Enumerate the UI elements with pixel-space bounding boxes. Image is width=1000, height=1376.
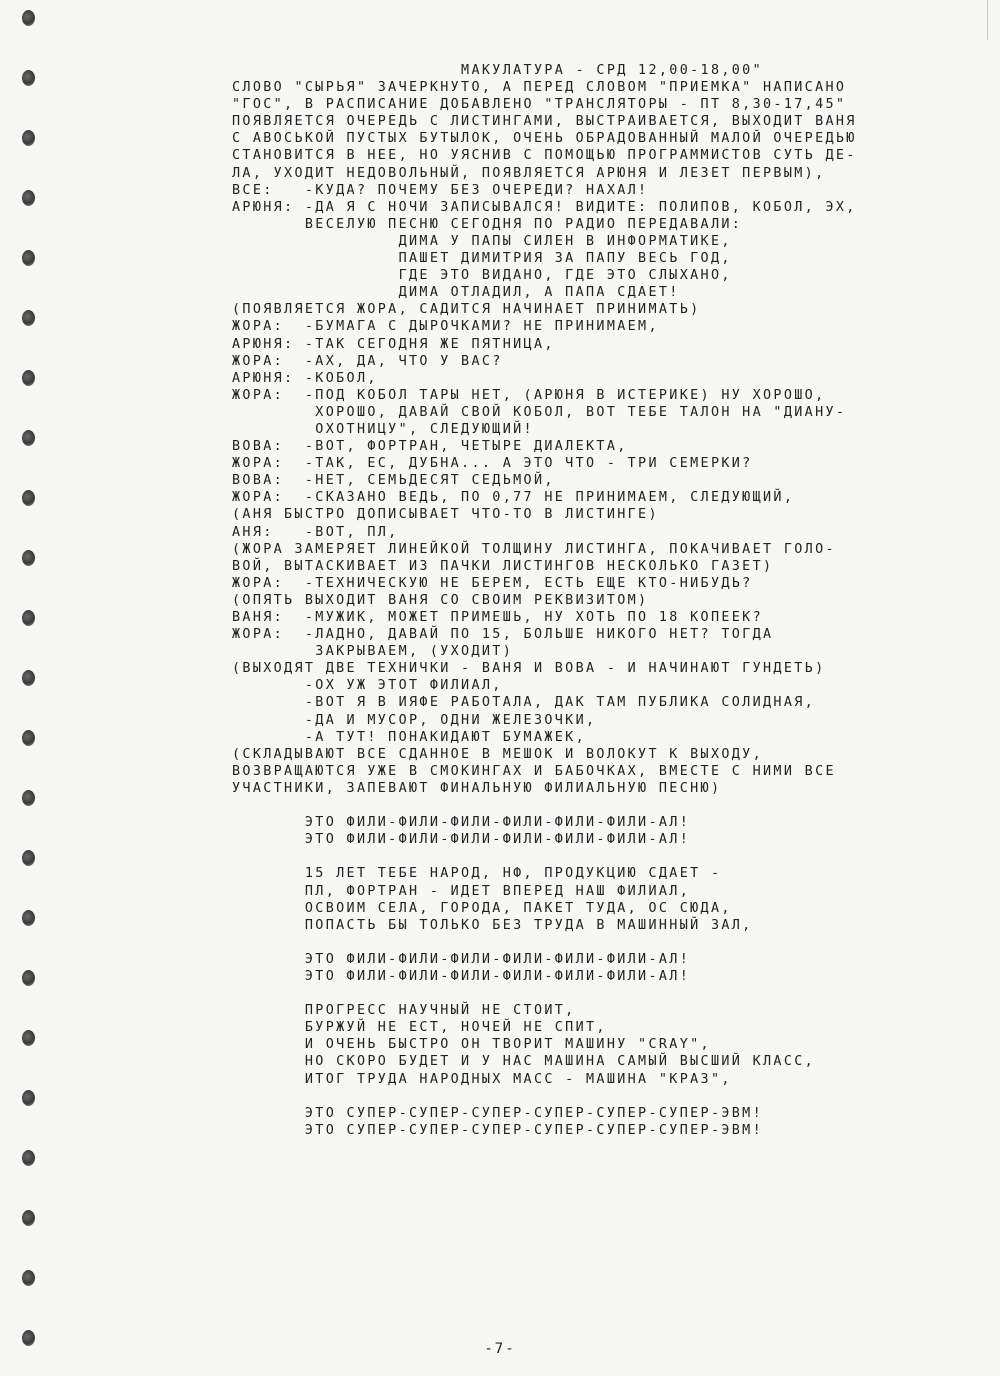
text-line: ЭТО ФИЛИ-ФИЛИ-ФИЛИ-ФИЛИ-ФИЛИ-ФИЛИ-АЛ! — [232, 968, 691, 984]
binder-hole — [22, 730, 35, 746]
text-line: ЖОРА: -ТАК, ЕС, ДУБНА... А ЭТО ЧТО - ТРИ СЕМЕРКИ? — [232, 456, 753, 472]
text-line — [232, 848, 952, 865]
text-line: СТАНОВИТСЯ В НЕЕ, НО УЯСНИВ С ПОМОЩЬЮ ПРОГРАММИСТОВ СУТЬ ДЕ- — [232, 148, 857, 164]
text-line: ПРОГРЕСС НАУЧНЫЙ НЕ СТОИТ, — [232, 1003, 576, 1019]
text-line: И ОЧЕНЬ БЫСТРО ОН ТВОРИТ МАШИНУ "CRAY", — [232, 1037, 711, 1053]
text-line: ОСВОИМ СЕЛА, ГОРОДА, ПАКЕТ ТУДА, ОС СЮДА, — [232, 900, 732, 916]
binder-hole — [22, 1210, 35, 1226]
text-line: (СКЛАДЫВАЮТ ВСЕ СДАННОЕ В МЕШОК И ВОЛОКУТ К ВЫХОДУ, — [232, 746, 764, 762]
text-line: ЗАКРЫВАЕМ, (УХОДИТ) — [232, 644, 514, 660]
binder-hole — [22, 970, 35, 986]
typewritten-text — [232, 62, 952, 1139]
text-line: С АВОСЬКОЙ ПУСТЫХ БУТЫЛОК, ОЧЕНЬ ОБРАДОВАННЫЙ МАЛОЙ ОЧЕРЕДЬЮ — [232, 131, 857, 147]
text-line — [232, 985, 952, 1002]
text-line: БУРЖУЙ НЕ ЕСТ, НОЧЕЙ НЕ СПИТ, — [232, 1020, 607, 1036]
binder-hole — [22, 430, 35, 446]
binder-hole — [22, 310, 35, 326]
text-line: ЭТО ФИЛИ-ФИЛИ-ФИЛИ-ФИЛИ-ФИЛИ-ФИЛИ-АЛ! — [232, 951, 691, 967]
text-line — [232, 1088, 952, 1105]
text-line: ВОВА: -ВОТ, ФОРТРАН, ЧЕТЫРЕ ДИАЛЕКТА, — [232, 439, 628, 455]
text-line: (ВЫХОДЯТ ДВЕ ТЕХНИЧКИ - ВАНЯ И ВОВА - И НАЧИНАЮТ ГУНДЕТЬ) — [232, 661, 826, 677]
text-line: -ВОТ Я В ИЯФЕ РАБОТАЛА, ДАК ТАМ ПУБЛИКА СОЛИДНАЯ, — [232, 695, 816, 711]
text-line — [232, 934, 952, 951]
binder-hole — [22, 1090, 35, 1106]
page-edge — [981, 0, 988, 40]
text-line: ИТОГ ТРУДА НАРОДНЫХ МАСС - МАШИНА "КРАЗ", — [232, 1071, 732, 1087]
text-line: ПОЯВЛЯЕТСЯ ОЧЕРЕДЬ С ЛИСТИНГАМИ, ВЫСТРАИВАЕТСЯ, ВЫХОДИТ ВАНЯ — [232, 114, 857, 130]
text-line: (ПОЯВЛЯЕТСЯ ЖОРА, САДИТСЯ НАЧИНАЕТ ПРИНИМАТЬ) — [232, 302, 701, 318]
binder-hole — [22, 910, 35, 926]
text-line: ЖОРА: -ТЕХНИЧЕСКУЮ НЕ БЕРЕМ, ЕСТЬ ЕЩЕ КТО-НИБУДЬ? — [232, 575, 753, 591]
binder-hole — [22, 1270, 35, 1286]
text-line: ПЛ, ФОРТРАН - ИДЕТ ВПЕРЕД НАШ ФИЛИАЛ, — [232, 883, 691, 899]
text-line: АНЯ: -ВОТ, ПЛ, — [232, 524, 399, 540]
binder-hole — [22, 610, 35, 626]
text-line: ПОПАСТЬ БЫ ТОЛЬКО БЕЗ ТРУДА В МАШИННЫЙ ЗАЛ, — [232, 917, 753, 933]
text-line: МАКУЛАТУРА - СРД 12,00-18,00" — [232, 63, 764, 78]
text-line: ДИМА У ПАПЫ СИЛЕН В ИНФОРМАТИКЕ, — [232, 233, 732, 249]
binder-hole — [22, 1030, 35, 1046]
text-line: ГДЕ ЭТО ВИДАНО, ГДЕ ЭТО СЛЫХАНО, — [232, 268, 732, 284]
text-line: ВСЕ: -КУДА? ПОЧЕМУ БЕЗ ОЧЕРЕДИ? НАХАЛ! — [232, 182, 649, 198]
text-line: ЭТО ФИЛИ-ФИЛИ-ФИЛИ-ФИЛИ-ФИЛИ-ФИЛИ-АЛ! — [232, 815, 691, 831]
text-line: -ДА И МУСОР, ОДНИ ЖЕЛЕЗОЧКИ, — [232, 712, 597, 728]
text-line: ЖОРА: -ПОД КОБОЛ ТАРЫ НЕТ, (АРЮНЯ В ИСТЕРИКЕ) НУ ХОРОШО, — [232, 387, 826, 403]
text-line: АРЮНЯ: -ДА Я С НОЧИ ЗАПИСЫВАЛСЯ! ВИДИТЕ: ПОЛИПОВ, КОБОЛ, ЭХ, — [232, 199, 857, 215]
text-line: УЧАСТНИКИ, ЗАПЕВАЮТ ФИНАЛЬНУЮ ФИЛИАЛЬНУЮ ПЕСНЮ) — [232, 780, 722, 796]
text-line: (ОПЯТЬ ВЫХОДИТ ВАНЯ СО СВОИМ РЕКВИЗИТОМ) — [232, 592, 649, 608]
text-line: ЭТО СУПЕР-СУПЕР-СУПЕР-СУПЕР-СУПЕР-СУПЕР-ЭВМ! — [232, 1105, 764, 1121]
text-line: ЖОРА: -ЛАДНО, ДАВАЙ ПО 15, БОЛЬШЕ НИКОГО НЕТ? ТОГДА — [232, 627, 774, 643]
text-line: ЖОРА: -СКАЗАНО ВЕДЬ, ПО 0,77 НЕ ПРИНИМАЕМ, СЛЕДУЮЩИЙ, — [232, 490, 795, 506]
text-line: 15 ЛЕТ ТЕБЕ НАРОД, НФ, ПРОДУКЦИЮ СДАЕТ - — [232, 866, 722, 882]
binder-hole — [22, 790, 35, 806]
text-line: АРЮНЯ: -ТАК СЕГОДНЯ ЖЕ ПЯТНИЦА, — [232, 336, 555, 352]
binder-holes — [22, 0, 42, 1376]
text-line: ВОЙ, ВЫТАСКИВАЕТ ИЗ ПАЧКИ ЛИСТИНГОВ НЕСКОЛЬКО ГАЗЕТ) — [232, 558, 774, 574]
text-line: ЭТО ФИЛИ-ФИЛИ-ФИЛИ-ФИЛИ-ФИЛИ-ФИЛИ-АЛ! — [232, 832, 691, 848]
binder-hole — [22, 130, 35, 146]
text-line: ЖОРА: -АХ, ДА, ЧТО У ВАС? — [232, 353, 503, 369]
text-line: ВОЗВРАЩАЮТСЯ УЖЕ В СМОКИНГАХ И БАБОЧКАХ, ВМЕСТЕ С НИМИ ВСЕ — [232, 763, 836, 779]
binder-hole — [22, 670, 35, 686]
text-line: (ЖОРА ЗАМЕРЯЕТ ЛИНЕЙКОЙ ТОЛЩИНУ ЛИСТИНГА, ПОКАЧИВАЕТ ГОЛО- — [232, 541, 836, 557]
text-line: -ОХ УЖ ЭТОТ ФИЛИАЛ, — [232, 678, 503, 694]
text-line: (АНЯ БЫСТРО ДОПИСЫВАЕТ ЧТО-ТО В ЛИСТИНГЕ) — [232, 507, 659, 523]
binder-hole — [22, 70, 35, 86]
binder-hole — [22, 1150, 35, 1166]
text-line: ЛА, УХОДИТ НЕДОВОЛЬНЫЙ, ПОЯВЛЯЕТСЯ АРЮНЯ И ЛЕЗЕТ ПЕРВЫМ), — [232, 165, 826, 181]
text-line: -А ТУТ! ПОНАКИДАЮТ БУМАЖЕК, — [232, 729, 587, 745]
binder-hole — [22, 370, 35, 386]
text-line: ВОВА: -НЕТ, СЕМЬДЕСЯТ СЕДЬМОЙ, — [232, 473, 555, 489]
text-line: АРЮНЯ: -КОБОЛ, — [232, 370, 378, 386]
text-line: ЭТО СУПЕР-СУПЕР-СУПЕР-СУПЕР-СУПЕР-СУПЕР-ЭВМ! — [232, 1122, 764, 1138]
text-line: ДИМА ОТЛАДИЛ, А ПАПА СДАЕТ! — [232, 285, 680, 301]
text-line: ЖОРА: -БУМАГА С ДЫРОЧКАМИ? НЕ ПРИНИМАЕМ, — [232, 319, 659, 335]
binder-hole — [22, 550, 35, 566]
text-line: ПАШЕТ ДИМИТРИЯ ЗА ПАПУ ВЕСЬ ГОД, — [232, 251, 732, 267]
text-line: "ГОС", В РАСПИСАНИЕ ДОБАВЛЕНО "ТРАНСЛЯТОРЫ - ПТ 8,30-17,45" — [232, 97, 847, 113]
text-line — [232, 797, 952, 814]
binder-hole — [22, 250, 35, 266]
binder-hole — [22, 10, 35, 26]
text-line: НО СКОРО БУДЕТ И У НАС МАШИНА САМЫЙ ВЫСШИЙ КЛАСС, — [232, 1054, 816, 1070]
text-line: СЛОВО "СЫРЬЯ" ЗАЧЕРКНУТО, А ПЕРЕД СЛОВОМ "ПРИЕМКА" НАПИСАНО — [232, 80, 847, 96]
binder-hole — [22, 190, 35, 206]
binder-hole — [22, 850, 35, 866]
text-line: ХОРОШО, ДАВАЙ СВОЙ КОБОЛ, ВОТ ТЕБЕ ТАЛОН НА "ДИАНУ- — [232, 404, 847, 420]
text-line: ВАНЯ: -МУЖИК, МОЖЕТ ПРИМЕШЬ, НУ ХОТЬ ПО 18 КОПЕЕК? — [232, 610, 764, 625]
text-line: ОХОТНИЦУ", СЛЕДУЮЩИЙ! — [232, 421, 534, 437]
binder-hole — [22, 490, 35, 506]
text-line: ВЕСЕЛУЮ ПЕСНЮ СЕГОДНЯ ПО РАДИО ПЕРЕДАВАЛИ: — [232, 216, 743, 232]
page-number: -7- — [484, 1341, 516, 1357]
